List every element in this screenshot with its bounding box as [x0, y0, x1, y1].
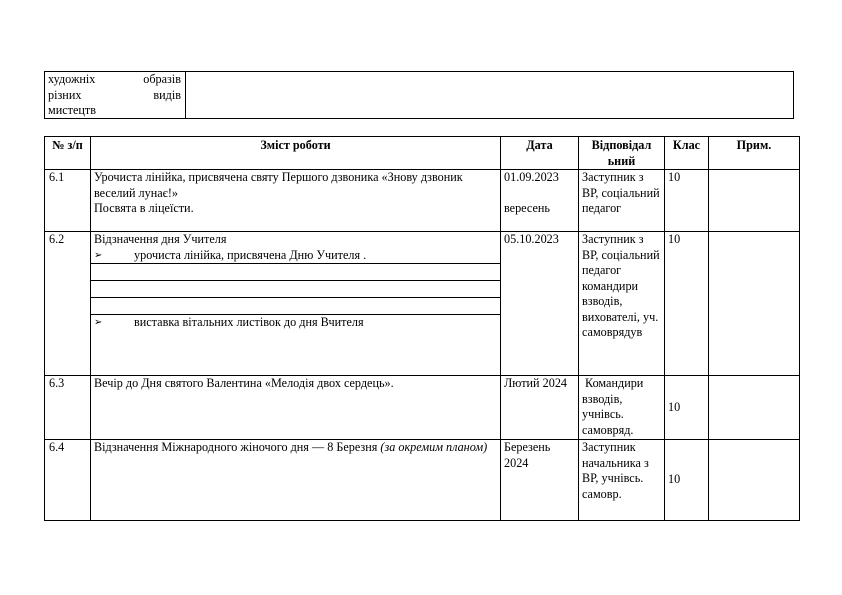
bullet-text: виставка вітальних листівок до дня Вчителя [134, 315, 364, 329]
fragment-table [44, 71, 794, 119]
header-responsible: Відповідал ьний [579, 137, 665, 170]
table-row [45, 170, 800, 232]
fragment-word: видів [153, 87, 181, 102]
row-date: Березень 2024 [501, 440, 579, 521]
row-date: Лютий 2024 [501, 376, 579, 440]
fragment-word: різних [48, 87, 82, 102]
row-number: 6.2 [45, 232, 91, 376]
bullet-item [91, 248, 500, 264]
table-row [45, 232, 800, 376]
fragment-cell [45, 72, 186, 118]
row-date: 05.10.2023 [501, 232, 579, 376]
row-content [91, 440, 501, 521]
row-responsible: Заступник з ВР, соціальний педагог командири взводів, вихователі, уч. самоврядув [579, 232, 665, 376]
table-row [45, 440, 800, 521]
row-note [709, 440, 800, 521]
date-spacer [504, 186, 575, 202]
content-line: Урочиста лінійка, присвячена святу Першого дзвоника «Знову дзвоник веселий лунає!» [94, 170, 463, 200]
fragment-word: художніх [48, 72, 96, 86]
row-responsible: Командири взводів, учнівсь. самовряд. [579, 376, 665, 440]
table-header-row [45, 137, 800, 170]
date-line: вересень [504, 201, 550, 215]
fragment-line [48, 72, 181, 88]
row-date [501, 170, 579, 232]
arrow-bullet-icon: ➢ [94, 249, 103, 261]
fragment-line [48, 88, 181, 104]
header-number: № з/п [45, 137, 91, 170]
row-number: 6.3 [45, 376, 91, 440]
row-note [709, 232, 800, 376]
row-number: 6.4 [45, 440, 91, 521]
row-content: Вечір до Дня святого Валентина «Мелодія двох сердець». [91, 376, 501, 440]
bullet-text: урочиста лінійка, присвячена Дню Учителя . [134, 247, 367, 262]
row-content [91, 232, 501, 376]
row-number: 6.1 [45, 170, 91, 232]
date-line: 01.09.2023 [504, 170, 559, 184]
row-class: 10 [665, 440, 709, 521]
events-table [44, 136, 800, 521]
empty-subrow [91, 280, 500, 297]
empty-subrow [91, 297, 500, 314]
header-date: Дата [501, 137, 579, 170]
content-italic-note: (за окремим планом) [380, 440, 488, 454]
content-line: Посвята в ліцеїсти. [94, 201, 194, 215]
bullet-subrow [91, 314, 500, 331]
row-note [709, 376, 800, 440]
row-note [709, 170, 800, 232]
content-title: Відзначення дня Учителя [94, 232, 227, 246]
header-note: Прим. [709, 137, 800, 170]
row-content [91, 170, 501, 232]
row-responsible: Заступник з ВР, соціальний педагог [579, 170, 665, 232]
row-responsible: Заступник начальника з ВР, учнівсь. самовр. [579, 440, 665, 521]
fragment-word: образів [143, 72, 181, 86]
row-class: 10 [665, 170, 709, 232]
table-row [45, 376, 800, 440]
fragment-line [48, 103, 181, 119]
fragment-word: мистецтв [48, 103, 96, 117]
arrow-bullet-icon: ➢ [94, 317, 103, 328]
row-class: 10 [665, 232, 709, 376]
empty-subrow [91, 263, 500, 280]
row-class: 10 [665, 376, 709, 440]
bullet-item [91, 315, 500, 331]
header-class: Клас [665, 137, 709, 170]
header-content: Зміст роботи [91, 137, 501, 170]
content-main: Відзначення Міжнародного жіночого дня — 8 Березня [94, 440, 378, 454]
